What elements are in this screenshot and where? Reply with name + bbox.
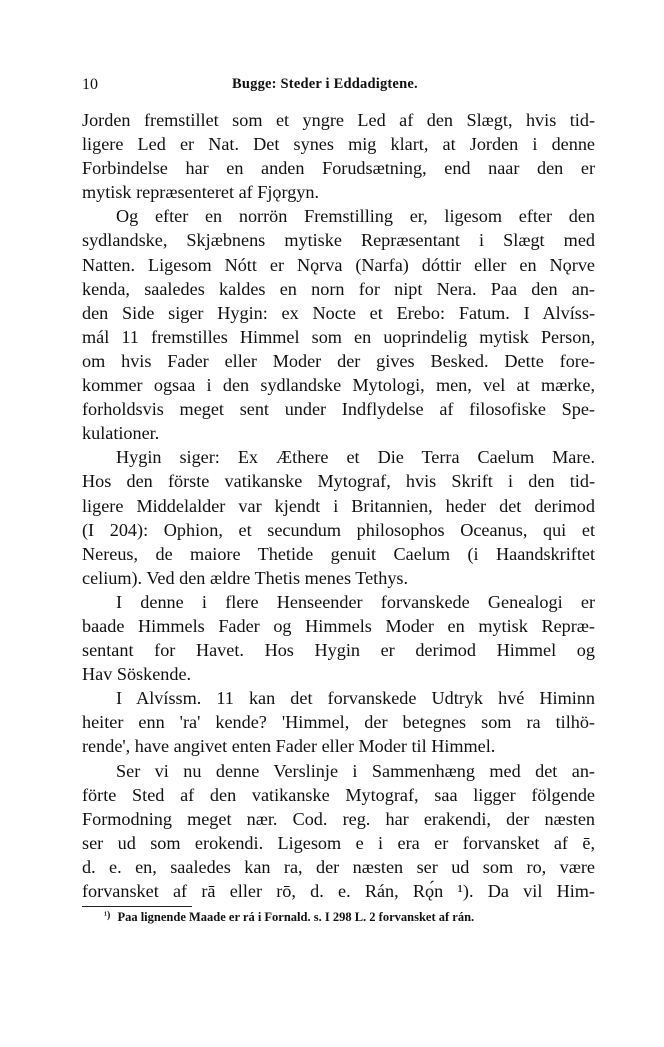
- text-line: ligere Led er Nat. Det synes mig klart, at Jorden i denne: [82, 134, 595, 155]
- page-number: 10: [82, 76, 98, 93]
- text-line: ser ud som erokendi. Ligesom e i era er forvansket af ē,: [82, 832, 595, 853]
- text-line: Hygin siger: Ex Æthere et Die Terra Caelum Mare.: [116, 447, 595, 468]
- text-line: Nereus, de maiore Thetide genuit Caelum (i Haandskriftet: [82, 543, 595, 564]
- text-line: Natten. Ligesom Nótt er Nǫrva (Narfa) dóttir eller en Nǫrve: [82, 254, 595, 275]
- body-text: [82, 108, 595, 903]
- text-line: celium). Ved den ældre Thetis menes Tethys.: [82, 567, 409, 588]
- text-line: Ser vi nu denne Verslinje i Sammenhæng med det an-: [116, 760, 595, 781]
- text-line: kommer ogsaa i den sydlandske Mytologi, men, vel at mærke,: [82, 375, 595, 396]
- footnote-text: Paa lignende Maade er rá i Fornald. s. I 298 L. 2 forvansket af rán.: [117, 910, 475, 924]
- running-title: Bugge: Steder i Eddadigtene.: [232, 76, 418, 92]
- text-line: kulationer.: [82, 423, 160, 444]
- text-line: förte Sted af den vatikanske Mytograf, saa ligger fölgende: [82, 784, 595, 805]
- text-line: den Side siger Hygin: ex Nocte et Erebo: Fatum. I Alvíss-: [82, 302, 595, 323]
- text-line: heiter enn 'ra' kende? 'Himmel, der betegnes som ra tilhö-: [82, 712, 595, 733]
- footnote-marker: ¹): [104, 910, 111, 921]
- text-line: sentant for Havet. Hos Hygin er derimod Himmel og: [82, 640, 595, 661]
- text-line: rende', have angivet enten Fader eller Moder til Himmel.: [82, 736, 496, 757]
- footnote-rule: [82, 906, 192, 907]
- text-line: I Alvíssm. 11 kan det forvanskede Udtryk hvé Himinn: [116, 688, 595, 709]
- text-line: mál 11 fremstilles Himmel som en uoprindelig mytisk Person,: [82, 326, 595, 347]
- text-line: (I 204): Ophion, et secundum philosophos Oceanus, qui et: [82, 519, 595, 540]
- text-line: I denne i flere Henseender forvanskede Genealogi er: [116, 591, 595, 612]
- text-line: sydlandske, Skjæbnens mytiske Repræsentant i Slægt med: [82, 230, 595, 251]
- page-header: [82, 76, 594, 98]
- text-line: baade Himmels Fader og Himmels Moder en mytisk Repræ-: [82, 615, 595, 636]
- text-line: kenda, saaledes kaldes en norn for nipt Nera. Paa den an-: [82, 278, 595, 299]
- text-line: Og efter en norrön Fremstilling er, ligesom efter den: [116, 206, 595, 227]
- text-line: d. e. en, saaledes kan ra, der næsten ser ud som ro, være: [82, 856, 595, 877]
- text-line: forholdsvis meget sent under Indflydelse af filosofiske Spe-: [82, 399, 595, 420]
- text-line: Hav Söskende.: [82, 664, 192, 685]
- text-line: Formodning meget nær. Cod. reg. har erakendi, der næsten: [82, 808, 595, 829]
- text-line: om hvis Fader eller Moder der gives Besked. Dette fore-: [82, 350, 595, 371]
- footnote: [104, 910, 596, 925]
- text-line: forvansket af rā eller rō, d. e. Rán, Rǫ́n ¹). Da vil Him-: [82, 881, 595, 901]
- text-line: ligere Middelalder var kjendt i Britannien, heder det derimod: [82, 495, 595, 516]
- text-line: mytisk repræsenteret af Fjǫrgyn.: [82, 182, 320, 203]
- text-line: Forbindelse har en anden Forudsætning, end naar den er: [82, 158, 595, 179]
- text-line: Jorden fremstillet som et yngre Led af den Slægt, hvis tid-: [82, 110, 595, 130]
- text-line: Hos den förste vatikanske Mytograf, hvis Skrift i den tid-: [82, 471, 595, 492]
